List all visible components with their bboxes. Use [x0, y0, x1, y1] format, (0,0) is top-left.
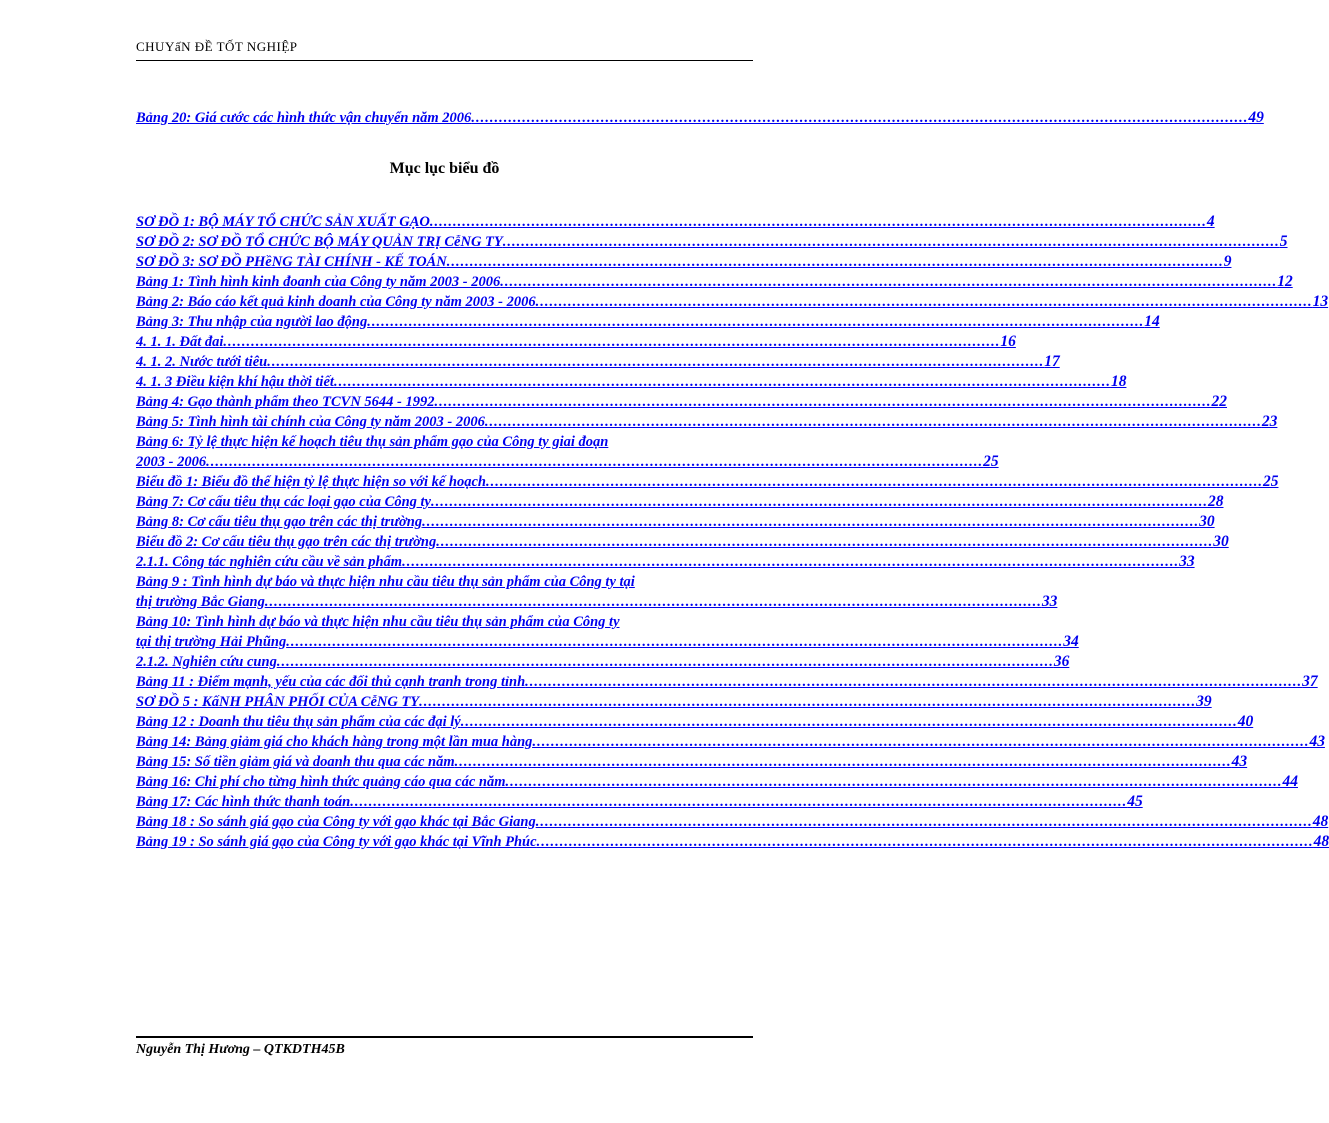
toc-entry-title: 2003 - 2006 — [136, 454, 207, 470]
toc-link[interactable] — [136, 552, 1195, 572]
toc-entry-title: Bảng 2: Báo cáo kết quả kinh doanh của Công ty năm 2003 - 2006 — [136, 294, 536, 310]
toc-link[interactable] — [136, 272, 1293, 292]
toc-entry[interactable] — [136, 492, 1224, 512]
toc-entry-title: Bảng 20: Giá cước các hình thức vận chuyển năm 2006 — [136, 110, 472, 126]
toc-entry-title: 4. 1. 3 Điều kiện khí hậu thời tiết — [136, 374, 334, 390]
toc-link[interactable] — [136, 292, 1329, 312]
toc-entry-title: Bảng 1: Tình hình kinh đoanh của Công ty năm 2003 - 2006 — [136, 274, 501, 290]
toc-leader-dots — [500, 272, 1277, 292]
toc-entry-page: 4 — [1206, 213, 1215, 230]
toc-entry-page: 39 — [1196, 693, 1212, 710]
toc-entry[interactable] — [136, 472, 1279, 492]
toc-entry-title: SƠ ĐỒ 5 : KấNH PHÂN PHỐI CỦA CễNG TY — [136, 694, 420, 710]
toc-entry[interactable] — [136, 752, 1248, 772]
toc-link[interactable] — [136, 772, 1298, 792]
toc-link[interactable] — [136, 108, 1264, 128]
toc-entry-title: SƠ ĐỒ 3: SƠ ĐỒ PHềNG TÀI CHÍNH - KẾ TOÁN — [136, 254, 447, 270]
toc-entry[interactable] — [136, 812, 1329, 832]
toc-entry[interactable] — [136, 552, 1195, 572]
toc-leader-dots — [435, 392, 1212, 412]
toc-entry-page: 17 — [1044, 353, 1060, 370]
toc-entry-page: 9 — [1223, 253, 1232, 270]
toc-leader-dots — [461, 712, 1238, 732]
toc-entry[interactable] — [136, 832, 1329, 852]
toc-link[interactable] — [136, 532, 1229, 552]
toc-entry-page: 45 — [1127, 793, 1143, 810]
toc-entry-title: 4. 1. 2. Nước tưới tiêu — [136, 354, 268, 370]
toc-leader-dots — [536, 812, 1313, 832]
toc-leader-dots — [265, 592, 1042, 612]
toc-entry-page: 30 — [1213, 533, 1229, 550]
toc-link[interactable] — [136, 832, 1329, 852]
toc-entry-title: Bảng 5: Tình hình tài chính của Công ty năm 2003 - 2006 — [136, 414, 485, 430]
toc-entry-title-line1: Bảng 6: Tỷ lệ thực hiện kế hoạch tiêu thụ sản phẩm gạo của Công ty giai đoạn — [136, 434, 609, 450]
toc-entry-title: Bảng 8: Cơ cấu tiêu thụ gạo trên các thị trường — [136, 514, 423, 530]
toc-entry-page: 36 — [1053, 653, 1070, 670]
toc-entry-page: 43 — [1231, 753, 1248, 770]
toc-entry-title: Bảng 11 : Điểm mạnh, yếu của các đối thủ cạnh tranh trong tỉnh — [136, 674, 526, 690]
toc-link[interactable] — [136, 452, 999, 472]
toc-link[interactable] — [136, 652, 1070, 672]
toc-entry[interactable] — [136, 372, 1127, 392]
toc-entry[interactable] — [136, 292, 1329, 312]
toc-entry-title: Biểu đồ 2: Cơ cấu tiêu thụ gạo trên các thị trường — [136, 534, 437, 550]
toc-link[interactable] — [136, 812, 1329, 832]
toc-leader-dots — [422, 512, 1199, 532]
toc-entry[interactable] — [136, 252, 1232, 272]
toc-entry-page: 23 — [1261, 413, 1278, 430]
toc-entry-page: 34 — [1063, 633, 1079, 650]
toc-entry-page: 16 — [1000, 333, 1016, 350]
toc-leader-dots — [277, 652, 1054, 672]
toc-entry-title: thị trường Bắc Giang — [136, 594, 265, 610]
toc-entry-title: Bảng 12 : Doanh thu tiêu thụ sản phẩm của các đại lý — [136, 714, 461, 730]
toc-link[interactable] — [136, 592, 1058, 612]
toc-entry[interactable] — [136, 332, 1016, 352]
toc-leader-dots — [532, 732, 1309, 752]
toc-entry[interactable] — [136, 272, 1293, 292]
toc-entry-page: 37 — [1302, 673, 1318, 690]
toc-entry-title-line1: Bảng 10: Tình hình dự báo và thực hiện nhu cầu tiêu thụ sản phẩm của Công ty — [136, 614, 620, 630]
toc-entry[interactable] — [136, 312, 1160, 332]
toc-link[interactable] — [136, 392, 1228, 412]
toc-link[interactable] — [136, 232, 1288, 252]
toc-entry[interactable] — [136, 772, 1298, 792]
toc-leader-dots — [402, 552, 1179, 572]
toc-entry-title: SƠ ĐỒ 2: SƠ ĐỒ TỔ CHỨC BỘ MÁY QUẢN TRỊ CễNG TY — [136, 234, 503, 250]
toc-link[interactable] — [136, 472, 1279, 492]
toc-entry-title: Bảng 4: Gạo thành phẩm theo TCVN 5644 - 1992 — [136, 394, 435, 410]
toc-leader-dots — [267, 352, 1044, 372]
toc-leader-dots — [447, 252, 1224, 272]
toc-entry-top[interactable] — [136, 108, 1264, 128]
toc-leader-dots — [537, 832, 1314, 852]
footer-author: Nguyễn Thị Hương – QTKDTH45B — [136, 1042, 345, 1057]
toc-list — [136, 212, 1329, 852]
toc-entry-title: Bảng 14: Bảng giảm giá cho khách hàng trong một lần mua hàng — [136, 734, 533, 750]
toc-entry-title: 2.1.1. Công tác nghiên cứu cầu về sản phẩm — [136, 554, 403, 570]
toc-leader-dots — [525, 672, 1302, 692]
page-footer — [136, 1036, 753, 1058]
toc-entry-page: 44 — [1282, 773, 1298, 790]
toc-entry-page: 14 — [1144, 313, 1160, 330]
toc-entry[interactable] — [136, 712, 1254, 732]
toc-entry-title: Bảng 18 : So sánh giá gạo của Công ty với gạo khác tại Bắc Giang — [136, 814, 536, 830]
toc-entry-page: 48 — [1312, 813, 1329, 830]
toc-leader-dots — [486, 472, 1263, 492]
toc-entry-page: 40 — [1237, 713, 1254, 730]
toc-entry-page: 25 — [983, 453, 999, 470]
toc-entry[interactable] — [136, 232, 1288, 252]
toc-leader-dots — [471, 108, 1248, 128]
toc-link[interactable] — [136, 712, 1254, 732]
toc-entry-page: 18 — [1110, 373, 1127, 390]
toc-entry-page: 43 — [1309, 733, 1325, 750]
toc-leader-dots — [431, 492, 1208, 512]
toc-link[interactable] — [136, 492, 1224, 512]
toc-leader-dots — [334, 372, 1111, 392]
toc-entry-title: Bảng 3: Thu nhập của người lao động — [136, 314, 368, 330]
toc-entry-page: 49 — [1248, 109, 1264, 126]
toc-entry-page: 13 — [1312, 293, 1329, 310]
toc-entry[interactable] — [136, 672, 1318, 692]
toc-entry-page: 28 — [1207, 493, 1224, 510]
toc-entry[interactable] — [136, 652, 1070, 672]
toc-entry[interactable] — [136, 572, 1058, 612]
toc-entry-page: 25 — [1262, 473, 1279, 490]
toc-leader-dots — [206, 452, 983, 472]
toc-entry[interactable] — [136, 412, 1278, 432]
toc-leader-dots — [419, 692, 1196, 712]
toc-entry-title: Bảng 19 : So sánh giá gạo của Công ty với gạo khác tại Vĩnh Phúc — [136, 834, 537, 850]
toc-entry[interactable] — [136, 792, 1143, 812]
toc-entry-page: 12 — [1277, 273, 1293, 290]
toc-entry[interactable] — [136, 532, 1229, 552]
toc-entry-title-line1: Bảng 9 : Tình hình dự báo và thực hiện nhu cầu tiêu thụ sản phẩm của Công ty tại — [136, 574, 635, 590]
toc-entry-title: Bảng 17: Các hình thức thanh toán — [136, 794, 351, 810]
toc-leader-dots — [286, 632, 1063, 652]
toc-entry[interactable] — [136, 392, 1228, 412]
toc-entry[interactable] — [136, 612, 1079, 652]
toc-leader-dots — [455, 752, 1232, 772]
toc-leader-dots — [536, 292, 1313, 312]
toc-entry-page: 33 — [1179, 553, 1195, 570]
toc-link[interactable] — [136, 372, 1127, 392]
toc-entry-title: Biểu đồ 1: Biểu đồ thể hiện tỷ lệ thực hiện so với kế hoạch — [136, 474, 486, 490]
toc-entry[interactable] — [136, 732, 1325, 752]
toc-link[interactable] — [136, 332, 1016, 352]
toc-entry-title: Bảng 15: Số tiền giảm giá và doanh thu qua các năm — [136, 754, 455, 770]
toc-link[interactable] — [136, 352, 1060, 372]
section-title: Mục lục biểu đồ — [389, 160, 500, 177]
toc-leader-dots — [505, 772, 1282, 792]
toc-link[interactable] — [136, 752, 1248, 772]
page-header — [136, 38, 753, 61]
toc-link[interactable] — [136, 692, 1212, 712]
header-title: CHUYấN ĐỀ TỐT NGHIỆP — [136, 39, 298, 54]
toc-leader-dots — [436, 532, 1213, 552]
toc-leader-dots — [503, 232, 1280, 252]
toc-entry-title: 4. 1. 1. Đất đai — [136, 334, 224, 350]
toc-link[interactable] — [136, 632, 1079, 652]
toc-entry-title: 2.1.2. Nghiên cứu cung — [136, 654, 277, 670]
toc-link[interactable] — [136, 312, 1160, 332]
toc-link[interactable] — [136, 672, 1318, 692]
toc-link[interactable] — [136, 252, 1232, 272]
toc-link[interactable] — [136, 512, 1215, 532]
toc-leader-dots — [430, 212, 1207, 232]
toc-link[interactable] — [136, 412, 1278, 432]
toc-entry-page: 5 — [1279, 233, 1288, 250]
toc-leader-dots — [367, 312, 1144, 332]
toc-entry-page: 48 — [1313, 833, 1329, 850]
toc-link[interactable] — [136, 212, 1215, 232]
toc-entry-title: SƠ ĐỒ 1: BỘ MÁY TỔ CHỨC SẢN XUẤT GẠO — [136, 214, 430, 230]
toc-entry[interactable] — [136, 352, 1060, 372]
toc-entry-title: Bảng 7: Cơ cấu tiêu thụ các loại gạo của Công ty — [136, 494, 431, 510]
toc-entry-title: Bảng 16: Chi phí cho từng hình thức quảng cáo qua các năm — [136, 774, 506, 790]
toc-entry[interactable] — [136, 692, 1212, 712]
toc-link[interactable] — [136, 732, 1325, 752]
toc-leader-dots — [485, 412, 1262, 432]
toc-leader-dots — [350, 792, 1127, 812]
toc-entry-page: 22 — [1211, 393, 1228, 410]
toc-entry[interactable] — [136, 212, 1215, 232]
toc-entry[interactable] — [136, 512, 1215, 532]
toc-link[interactable] — [136, 792, 1143, 812]
toc-entry-title: tại thị trường Hải Phũng — [136, 634, 287, 650]
toc-entry-page: 30 — [1199, 513, 1215, 530]
toc-entry[interactable] — [136, 432, 999, 472]
toc-leader-dots — [223, 332, 1000, 352]
toc-entry-page: 33 — [1041, 593, 1058, 610]
